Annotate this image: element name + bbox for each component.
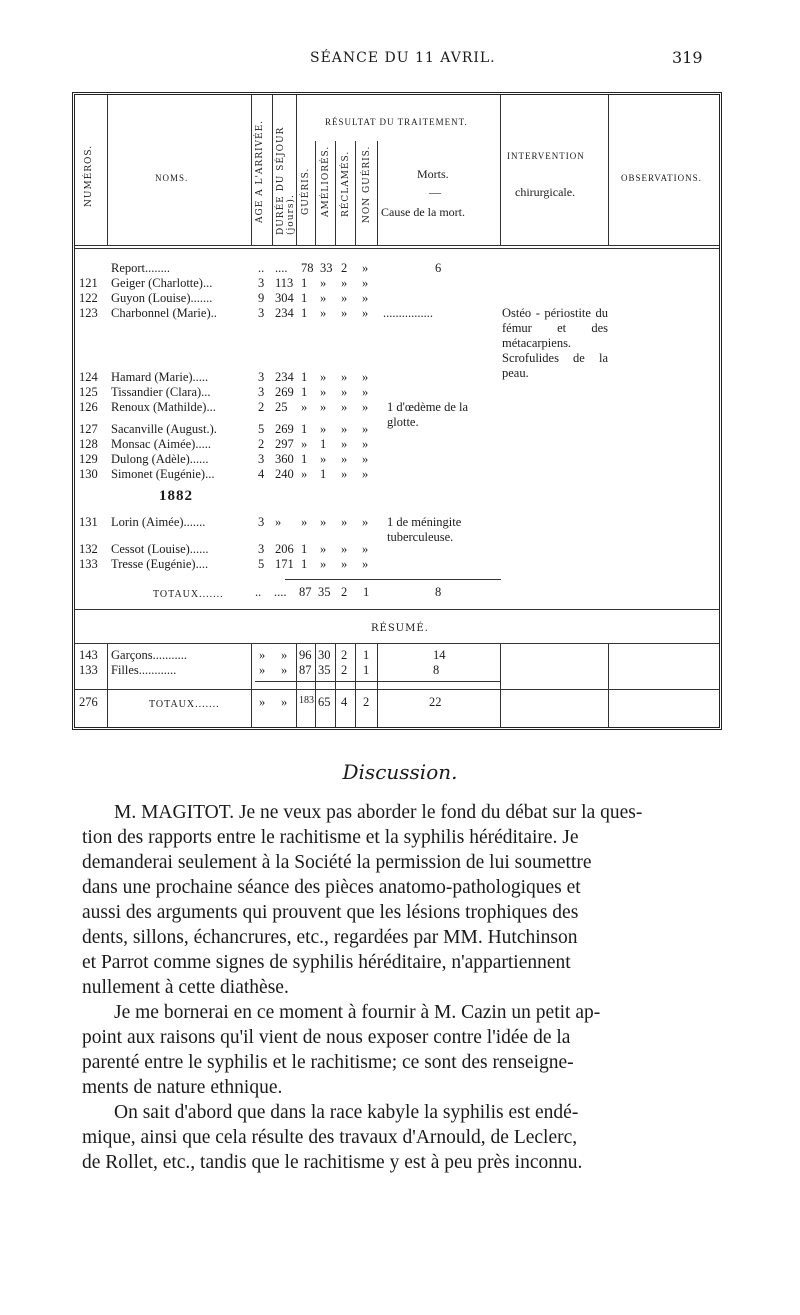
totaux-duree: .... [274,585,287,599]
cell-duree: 304 [275,291,294,305]
running-title: SÉANCE DU 11 AVRIL. [310,50,496,66]
cell-morts: 6 [435,261,442,275]
cell-age: 4 [258,467,265,481]
text-line: parenté entre le syphilis et le rachitisme; ce sont des renseigne- [82,1052,574,1073]
cell-duree: 206 [275,542,294,556]
cell-reclames: » [341,370,348,384]
cell-non-gueris: » [362,261,369,275]
cell-duree: » [275,515,282,529]
cell-gueris: 1 [301,306,308,320]
cell-nom: Report........ [111,261,171,275]
text-line: nullement à cette diathèse. [82,977,289,998]
cell-gueris: 1 [301,291,308,305]
cell-ameliores: » [320,452,327,466]
cell-ameliores: 1 [320,437,327,451]
cell-ameliores: » [320,276,327,290]
cell-age: 5 [258,422,265,436]
cell-nom: Geiger (Charlotte)... [111,276,213,290]
totaux2-gueris: 183 [299,695,314,706]
cell-age: 3 [258,276,265,290]
header-dash: — [429,185,441,199]
cell-reclames: » [341,276,348,290]
text-line: point aux raisons qu'il vient de nous exposer contre l'idée de la [82,1027,571,1048]
cell-gueris: 1 [301,452,308,466]
totaux-reclames: 2 [341,585,348,599]
totaux-age: .. [255,585,262,599]
cell-gueris: » [301,515,308,529]
cell-ameliores: 30 [318,648,331,662]
header-resultat: RÉSULTAT DU TRAITEMENT. [325,117,468,127]
totaux2-reclames: 4 [341,695,348,709]
text-line: mique, ainsi que cela résulte des travaux d'Arnould, de Leclerc, [82,1127,578,1148]
cell-ameliores: » [320,557,327,571]
cell-duree: » [281,663,288,677]
cell-morts: 1 de méningite tuberculeuse. [387,515,462,544]
cell-ameliores: » [320,542,327,556]
cell-age: 2 [258,437,265,451]
cell-age: » [259,663,266,677]
cell-num: 121 [79,276,98,290]
cell-ameliores: 33 [320,261,333,275]
cell-age: » [259,648,266,662]
cell-gueris: 1 [301,370,308,384]
totaux2-label: TOTAUX....... [149,699,220,710]
cell-duree: 234 [275,306,294,320]
cell-non-gueris: 1 [363,648,370,662]
cell-age: .. [258,261,265,275]
cell-gueris: » [301,467,308,481]
cell-num: 123 [79,306,98,320]
totaux2-duree: » [281,695,288,709]
totaux2-morts: 22 [429,695,442,709]
cell-num: 126 [79,400,98,414]
cell-non-gueris: » [362,400,369,414]
running-header [0,46,800,70]
text-line: Je me bornerai en ce moment à fournir à M. Cazin un petit ap- [114,1002,601,1023]
cell-age: 3 [258,515,265,529]
cell-reclames: » [341,452,348,466]
cell-non-gueris: 1 [363,663,370,677]
cell-reclames: 2 [341,648,348,662]
cell-nom: Dulong (Adèle)...... [111,452,209,466]
cell-duree: 25 [275,400,288,414]
header-chirurgicale: chirurgicale. [515,185,576,199]
cell-reclames: 2 [341,663,348,677]
cell-morts: 14 [433,648,446,662]
cell-num: 127 [79,422,98,436]
cell-gueris: 78 [301,261,314,275]
cell-ameliores: 1 [320,467,327,481]
cell-ameliores: » [320,515,327,529]
header-gueris: GUÉRIS. [301,167,311,215]
cell-duree: » [281,648,288,662]
cell-reclames: » [341,291,348,305]
header-numeros: NUMÉROS. [84,144,94,207]
cell-intervention: Ostéo - périostite du fémur et des métacarpiens. Scrofulides de la peau. [502,306,608,380]
cell-gueris: 1 [301,557,308,571]
cell-reclames: » [341,542,348,556]
cell-reclames: » [341,437,348,451]
totaux-morts: 8 [435,585,442,599]
cell-nom: Guyon (Louise)....... [111,291,213,305]
cell-num: 133 [79,557,98,571]
cell-reclames: » [341,467,348,481]
cell-duree: 269 [275,385,294,399]
discussion-text [82,800,698,1175]
cell-non-gueris: » [362,385,369,399]
cell-gueris: 1 [301,422,308,436]
cell-morts: ................ [383,306,433,320]
cell-ameliores: » [320,291,327,305]
cell-duree: 297 [275,437,294,451]
cell-non-gueris: » [362,276,369,290]
totaux-label: TOTAUX....... [153,589,224,600]
cell-non-gueris: » [362,542,369,556]
cell-nom: Sacanville (August.). [111,422,217,436]
cell-age: 3 [258,385,265,399]
text-line: M. MAGITOT. Je ne veux pas aborder le fond du débat sur la ques- [114,802,643,823]
cell-age: 3 [258,542,265,556]
text-line: demanderai seulement à la Société la permission de lui soumettre [82,852,592,873]
text-line: et Parrot comme signes de syphilis héréditaire, n'appartiennent [82,952,571,973]
cell-num: 128 [79,437,98,451]
text-line: dans une prochaine séance des pièces anatomo-pathologiques et [82,877,581,898]
header-noms: NOMS. [155,173,189,183]
cell-gueris: 1 [301,385,308,399]
cell-num: 133 [79,663,98,677]
discussion-title: Discussion. [342,760,458,784]
cell-nom: Cessot (Louise)...... [111,542,209,556]
cell-non-gueris: » [362,452,369,466]
cell-nom: Simonet (Eugénie)... [111,467,215,481]
totaux2-age: » [259,695,266,709]
cell-reclames: » [341,557,348,571]
totaux-non-gueris: 1 [363,585,370,599]
text-line: tion des rapports entre le rachitisme et la syphilis héréditaire. Je [82,827,579,848]
header-reclames: RÉCLAMÉS. [341,150,351,217]
cell-morts: 8 [433,663,440,677]
cell-reclames: » [341,385,348,399]
cell-num: 122 [79,291,98,305]
cell-num: 130 [79,467,98,481]
cell-non-gueris: » [362,291,369,305]
cell-duree: 171 [275,557,294,571]
cell-num: 143 [79,648,98,662]
cell-morts: 1 d'œdème de la glotte. [387,400,469,429]
cell-ameliores: » [320,400,327,414]
cell-reclames: » [341,422,348,436]
cell-ameliores: 35 [318,663,331,677]
cell-ameliores: » [320,385,327,399]
cell-gueris: 96 [299,648,312,662]
totaux2-ameliores: 65 [318,695,331,709]
cell-non-gueris: » [362,422,369,436]
cell-non-gueris: » [362,437,369,451]
page-number: 319 [672,48,703,67]
cell-age: 5 [258,557,265,571]
cell-non-gueris: » [362,467,369,481]
cell-age: 3 [258,370,265,384]
text-line: ments de nature ethnique. [82,1077,283,1098]
cell-label: Garçons........... [111,648,188,662]
cell-reclames: » [341,400,348,414]
cell-gueris: » [301,437,308,451]
text-line: On sait d'abord que dans la race kabyle la syphilis est endé- [114,1102,579,1123]
cell-duree: .... [275,261,288,275]
cell-non-gueris: » [362,557,369,571]
cell-duree: 360 [275,452,294,466]
data-table [72,92,722,730]
cell-num: 132 [79,542,98,556]
cell-nom: Charbonnel (Marie).. [111,306,217,320]
header-duree: DURÉE DU SÉJOUR (jours). [276,126,296,235]
cell-age: 3 [258,306,265,320]
cell-num: 131 [79,515,98,529]
cell-num: 124 [79,370,98,384]
totaux2-num: 276 [79,695,98,709]
cell-duree: 269 [275,422,294,436]
cell-age: 2 [258,400,265,414]
totaux2-non-gueris: 2 [363,695,370,709]
cell-gueris: 1 [301,276,308,290]
cell-gueris: » [301,400,308,414]
cell-ameliores: » [320,422,327,436]
cell-nom: Hamard (Marie)..... [111,370,209,384]
text-line: de Rollet, etc., tandis que le rachitisme y est à peu près inconnu. [82,1152,583,1173]
header-non-gueris: NON GUÉRIS. [362,145,372,223]
cell-reclames: 2 [341,261,348,275]
resume-title: RÉSUMÉ. [371,623,429,634]
cell-ameliores: » [320,306,327,320]
cell-nom: Monsac (Aimée)..... [111,437,211,451]
header-cause: Cause de la mort. [381,205,465,219]
cell-age: 3 [258,452,265,466]
cell-nom: Renoux (Mathilde)... [111,400,216,414]
cell-duree: 240 [275,467,294,481]
cell-num: 129 [79,452,98,466]
cell-gueris: 1 [301,542,308,556]
cell-label: Filles............ [111,663,177,677]
header-age: AGE A L'ARRIVÉE. [255,119,265,223]
text-line: dents, sillons, échancrures, etc., regardées par MM. Hutchinson [82,927,578,948]
cell-non-gueris: » [362,370,369,384]
header-ameliores: AMÉLIORÉS. [321,145,331,217]
cell-non-gueris: » [362,306,369,320]
year-marker: 1882 [159,488,193,504]
cell-duree: 234 [275,370,294,384]
cell-non-gueris: » [362,515,369,529]
header-morts: Morts. [417,167,449,181]
cell-nom: Tresse (Eugénie).... [111,557,209,571]
cell-gueris: 87 [299,663,312,677]
totaux-ameliores: 35 [318,585,331,599]
cell-reclames: » [341,306,348,320]
cell-nom: Tissandier (Clara)... [111,385,211,399]
totaux-gueris: 87 [299,585,312,599]
cell-age: 9 [258,291,265,305]
header-observations: OBSERVATIONS. [621,173,702,183]
cell-num: 125 [79,385,98,399]
header-intervention: INTERVENTION [507,151,585,161]
cell-ameliores: » [320,370,327,384]
cell-nom: Lorin (Aimée)....... [111,515,206,529]
text-line: aussi des arguments qui prouvent que les lésions trophiques des [82,902,579,923]
cell-duree: 113 [275,276,294,290]
cell-reclames: » [341,515,348,529]
